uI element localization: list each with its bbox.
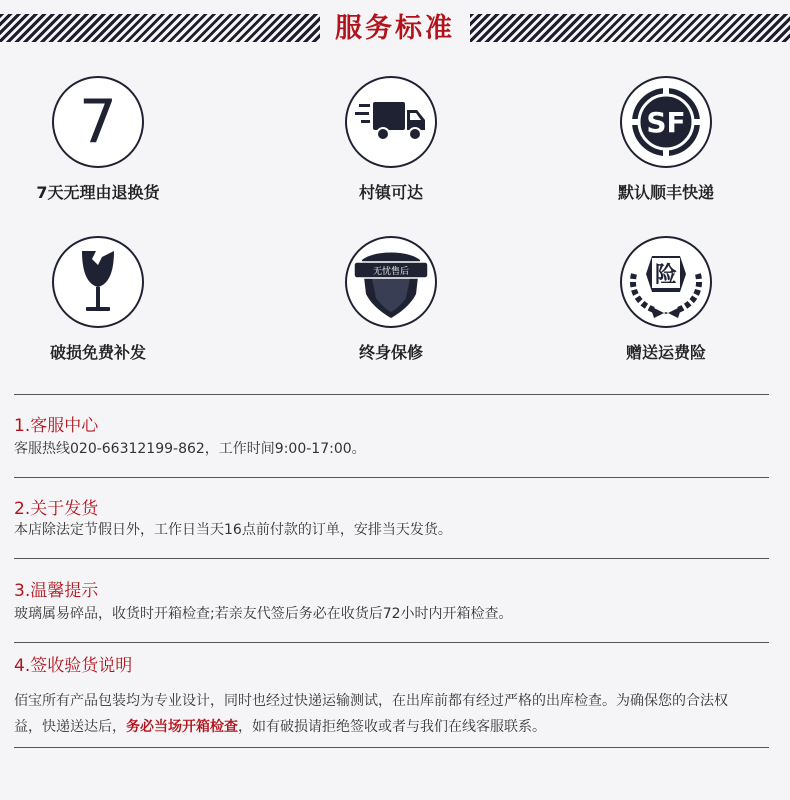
header-stripe-right [470,14,790,42]
inspection-text-part1: 佰宝所有产品包装均为专业设计，同时也经过快递运输测试，在出库前都有经过严格的出库检查。为确保您的合法权益，快递送达后， [14,693,728,735]
page-title: 服务标准 [335,13,455,44]
divider [14,477,769,478]
service-label: 破损免费补发 [49,343,146,362]
service-warranty [281,236,501,363]
divider [14,558,769,559]
service-label: 7天无理由退换货 [36,183,160,202]
section-text-shipping: 本店除法定节假日外，工作日当天16点前付款的订单，安排当天发货。 [14,522,452,538]
svg-text:SF: SF [646,106,686,139]
divider [14,747,769,748]
service-breakage [0,236,208,363]
insurance-badge-icon [620,236,712,328]
section-title-customer-service: 1.客服中心 [14,416,99,436]
service-label: 村镇可达 [358,183,423,202]
divider [14,642,769,643]
section-text-tips: 玻璃属易碎品，收货时开箱检查;若亲友代签后务必在收货后72小时内开箱检查。 [14,606,513,622]
svg-text:无忧售后: 无忧售后 [372,267,410,277]
service-insurance [556,236,776,363]
divider [14,394,769,395]
section-text-inspection [14,688,734,740]
section-title-shipping: 2.关于发货 [14,499,99,519]
service-label: 默认顺丰快递 [617,183,714,202]
inspection-text-part2: ，如有破损请拒绝签收或者与我们在线客服联系。 [238,719,546,735]
header-stripe-left [0,14,320,42]
truck-icon [345,76,437,168]
broken-glass-icon [52,236,144,328]
inspection-highlight: 务必当场开箱检查 [126,719,238,735]
sf-logo-icon [620,76,712,168]
service-label: 终身保修 [358,343,423,362]
seven-icon: 7 [52,76,144,168]
shield-icon [345,236,437,328]
section-header [0,0,790,52]
section-title-inspection: 4.签收验货说明 [14,656,133,676]
service-sf-express [556,76,776,203]
service-return [0,76,208,203]
service-label: 赠送运费险 [625,343,706,362]
section-text-customer-service: 客服热线020-66312199-862，工作时间9:00-17:00。 [14,441,366,457]
service-delivery [281,76,501,203]
section-title-tips: 3.温馨提示 [14,581,99,601]
svg-text:险: 险 [654,263,678,288]
